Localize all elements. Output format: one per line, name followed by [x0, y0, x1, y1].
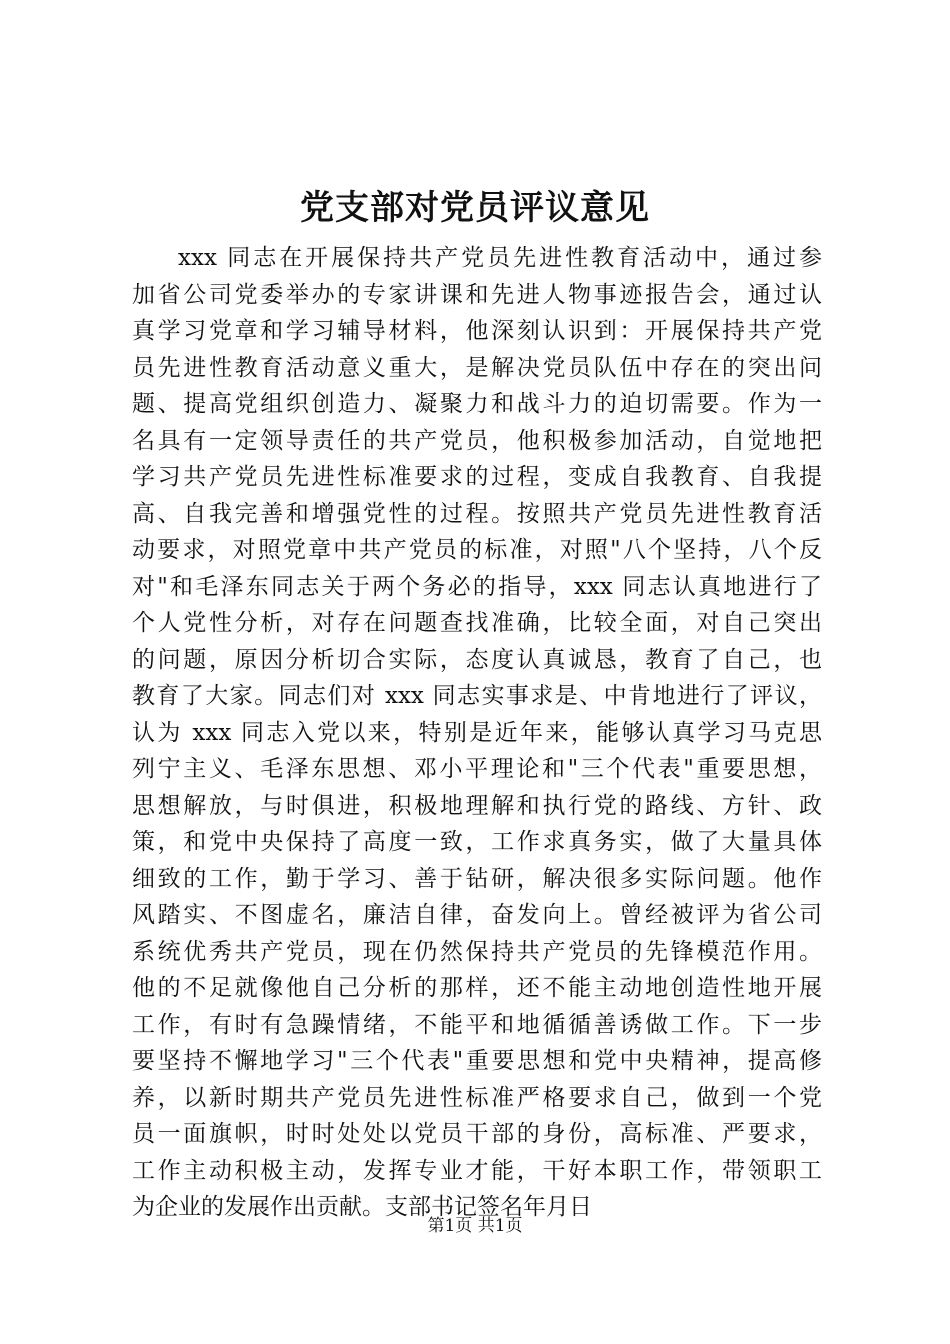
body-line: 个人党性分析，对存在问题查找准确，比较全面，对自己突出 — [132, 610, 822, 636]
body-line: 员一面旗帜，时时处处以党员干部的身份，高标准、严要求， — [132, 1121, 822, 1147]
body-line: 加省公司党委举办的专家讲课和先进人物事迹报告会，通过认 — [132, 281, 822, 308]
body-line: 系统优秀共产党员，现在仍然保持共产党员的先锋模范作用。 — [132, 938, 822, 965]
document-title: 党支部对党员评议意见 — [300, 188, 650, 228]
body-line: 工作主动积极主动，发挥专业才能，干好本职工作，带领职工 — [132, 1157, 822, 1184]
body-line: 工作，有时有急躁情绪，不能平和地循循善诱做工作。下一步 — [132, 1011, 822, 1038]
body-line: 动要求，对照党章中共产党员的标准，对照"八个坚持，八个反 — [132, 537, 822, 563]
body-line: 的问题，原因分析切合实际，态度认真诚恳，教育了自己，也 — [132, 646, 822, 673]
body-line: 策，和党中央保持了高度一致，工作求真务实，做了大量具体 — [132, 829, 822, 855]
body-line: 思想解放，与时俱进，积极地理解和执行党的路线、方针、政 — [132, 792, 822, 819]
body-line: 教育了大家。同志们对 xxx 同志实事求是、中肯地进行了评议， — [132, 683, 822, 709]
body-line: 高、自我完善和增强党性的过程。按照共产党员先进性教育活 — [132, 500, 822, 527]
document-body — [132, 240, 822, 1226]
body-line: 他的不足就像他自己分析的那样，还不能主动地创造性地开展 — [132, 975, 822, 1001]
body-line: 风踏实、不图虚名，廉洁自律，奋发向上。曾经被评为省公司 — [132, 902, 822, 928]
body-line: xxx 同志在开展保持共产党员先进性教育活动中，通过参 — [178, 245, 822, 271]
body-line: 细致的工作，勤于学习、善于钻研，解决很多实际问题。他作 — [132, 865, 822, 892]
body-line: 养，以新时期共产党员先进性标准严格要求自己，做到一个党 — [132, 1084, 822, 1111]
body-line: 学习共产党员先进性标准要求的过程，变成自我教育、自我提 — [132, 464, 822, 490]
body-line: 题、提高党组织创造力、凝聚力和战斗力的迫切需要。作为一 — [132, 391, 822, 417]
body-line: 对"和毛泽东同志关于两个务必的指导，xxx 同志认真地进行了 — [132, 573, 822, 600]
body-line: 真学习党章和学习辅导材料，他深刻认识到：开展保持共产党 — [132, 318, 822, 344]
body-line: 员先进性教育活动意义重大，是解决党员队伍中存在的突出问 — [132, 354, 822, 381]
body-line: 要坚持不懈地学习"三个代表"重要思想和党中央精神，提高修 — [132, 1048, 822, 1074]
body-line: 为企业的发展作出贡献。支部书记签名年月日 — [132, 1194, 592, 1220]
page-footer: 第1页 共1页 — [427, 1216, 523, 1236]
body-line: 名具有一定领导责任的共产党员，他积极参加活动，自觉地把 — [132, 427, 822, 454]
body-line: 认为 xxx 同志入党以来，特别是近年来，能够认真学习马克思 — [132, 719, 822, 746]
body-line: 列宁主义、毛泽东思想、邓小平理论和"三个代表"重要思想， — [132, 756, 822, 782]
